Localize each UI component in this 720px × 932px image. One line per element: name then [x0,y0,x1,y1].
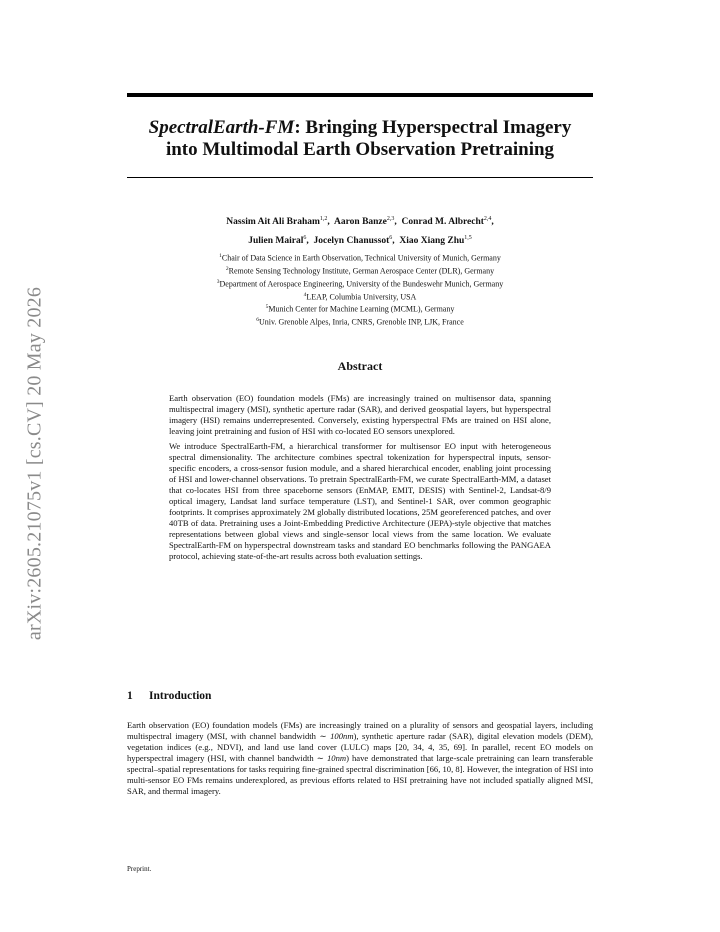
affiliation: $^2$Remote Sensing Technology Institute, German Aerospace Center (DLR), Germany [225,265,495,276]
abstract-body [169,393,551,566]
affiliation: $^3$Department of Aerospace Engineering, University of the Bundeswehr Munich, Germany [216,278,504,289]
affiliation-list [120,251,600,328]
arxiv-sidebar-stamp: arXiv:2605.21075v1 [cs.CV] 20 May 2026 [23,286,46,641]
author: Julien Mairal$^6$ [248,235,307,247]
top-rule [127,93,593,97]
abstract-paragraph: Earth observation (EO) foundation models (FMs) are increasingly trained on multisensor data, spanning multispectral imagery (MSI), synthetic aperture radar (SAR), and derived geospatial layers, but hyperspectral imagery (HSI) remains underrepresented. Conversely, existing hyperspectral FMs are trained on HSI alone, leaving joint pretraining and fusion of HSI with co-located EO sensors unexplored. [169,393,551,436]
math-bandwidth: 10nm [326,753,347,763]
author-list: Nassim Ait Ali Braham$^{1,2}$, Aaron Banze$^{2,3}$, Conrad M. Albrecht$^{2,4}$, Julien Mairal$^6$, Jocelyn Chanussot$^6$, Xiao Xiang Zhu$^{1,5}$ [226,216,494,247]
abstract-heading: Abstract [337,359,383,373]
math-bandwidth: 100nm [330,731,354,741]
author: Conrad M. Albrecht$^{2,4}$ [401,216,492,228]
abstract-paragraph: We introduce SpectralEarth-FM, a hierarchical transformer for multisensor EO input with heterogeneous spectral dimensionality. The architecture combines spectral tokenization for hyperspectral inputs, sensor-specific encoders, a cross-sensor fusion module, and a shared hierarchical encoder, enabling joint processing of HSI and lower-channel observations. To pretrain SpectralEarth-FM, we curate SpectralEarth-MM, a dataset that co-locates HSI from three spaceborne sensors (EnMAP, EMIT, DESIS) with Sentinel-2, Landsat-8/9 optical imagery, Landsat land surface temperature (LST), and Sentinel-1 SAR, over common geographic footprints. It comprises approximately 2M globally distributed locations, 25M georeferenced patches, and over 40TB of data. Pretraining uses a Joint-Embedding Predictive Architecture (JEPA)-style objective that matches representations between global views and single-sensor local views from the same location. We evaluate SpectralEarth-FM on hyperspectral downstream tasks and standard EO benchmarks following the PANGAEA protocol, achieving state-of-the-art results across both evaluation settings. [169,441,551,561]
section-title: Introduction [149,690,212,702]
introduction-paragraph: Earth observation (EO) foundation models (FMs) are increasingly trained on a plurality of sensors and geospatial layers, including multispectral imagery (MSI, with channel bandwidth ∼ 100nm), synthetic aperture radar (SAR), digital elevation models (DEM), vegetation indices (e.g., NDVI), and land use land cover (LULC) maps [20, 34, 4, 35, 69]. In parallel, recent EO models on hyperspectral imagery (HSI, with channel bandwidth ∼ 10nm) have demonstrated that large-scale pretraining can learn transferable spectral–spatial representations for tasks requiring fine-grained spectral discrimination [66, 10, 8]. However, the integration of HSI into multi-sensor EO FMs remains underexplored, as previous efforts related to HSI pretraining have not included spatially aligned MSI, SAR, and thermal imagery. [127,720,593,796]
affiliation: $^5$Munich Center for Machine Learning (MCML), Germany [265,304,455,315]
affiliation: $^1$Chair of Data Science in Earth Observation, Technical University of Munich, Germany [219,253,501,263]
title-line2: into Multimodal Earth Observation Pretraining [165,139,555,160]
title-model-name: SpectralEarth-FM [148,117,295,138]
section-heading-introduction [127,690,211,702]
author: Jocelyn Chanussot$^6$ [313,235,393,247]
paper-title [100,117,620,161]
title-line1-rest: : Bringing Hyperspectral Imagery [294,117,572,138]
title-bottom-rule [127,177,593,178]
affiliation: $^6$Univ. Grenoble Alpes, Inria, CNRS, Grenoble INP, LJK, France [256,317,464,327]
author: Nassim Ait Ali Braham$^{1,2}$ [226,216,328,228]
section-number: 1 [127,690,133,702]
introduction-body [127,720,593,797]
affiliation: $^4$LEAP, Columbia University, USA [303,291,417,302]
preprint-footnote: Preprint. [127,865,152,873]
author: Aaron Banze$^{2,3}$ [334,216,395,228]
author: Xiao Xiang Zhu$^{1,5}$ [399,235,472,247]
